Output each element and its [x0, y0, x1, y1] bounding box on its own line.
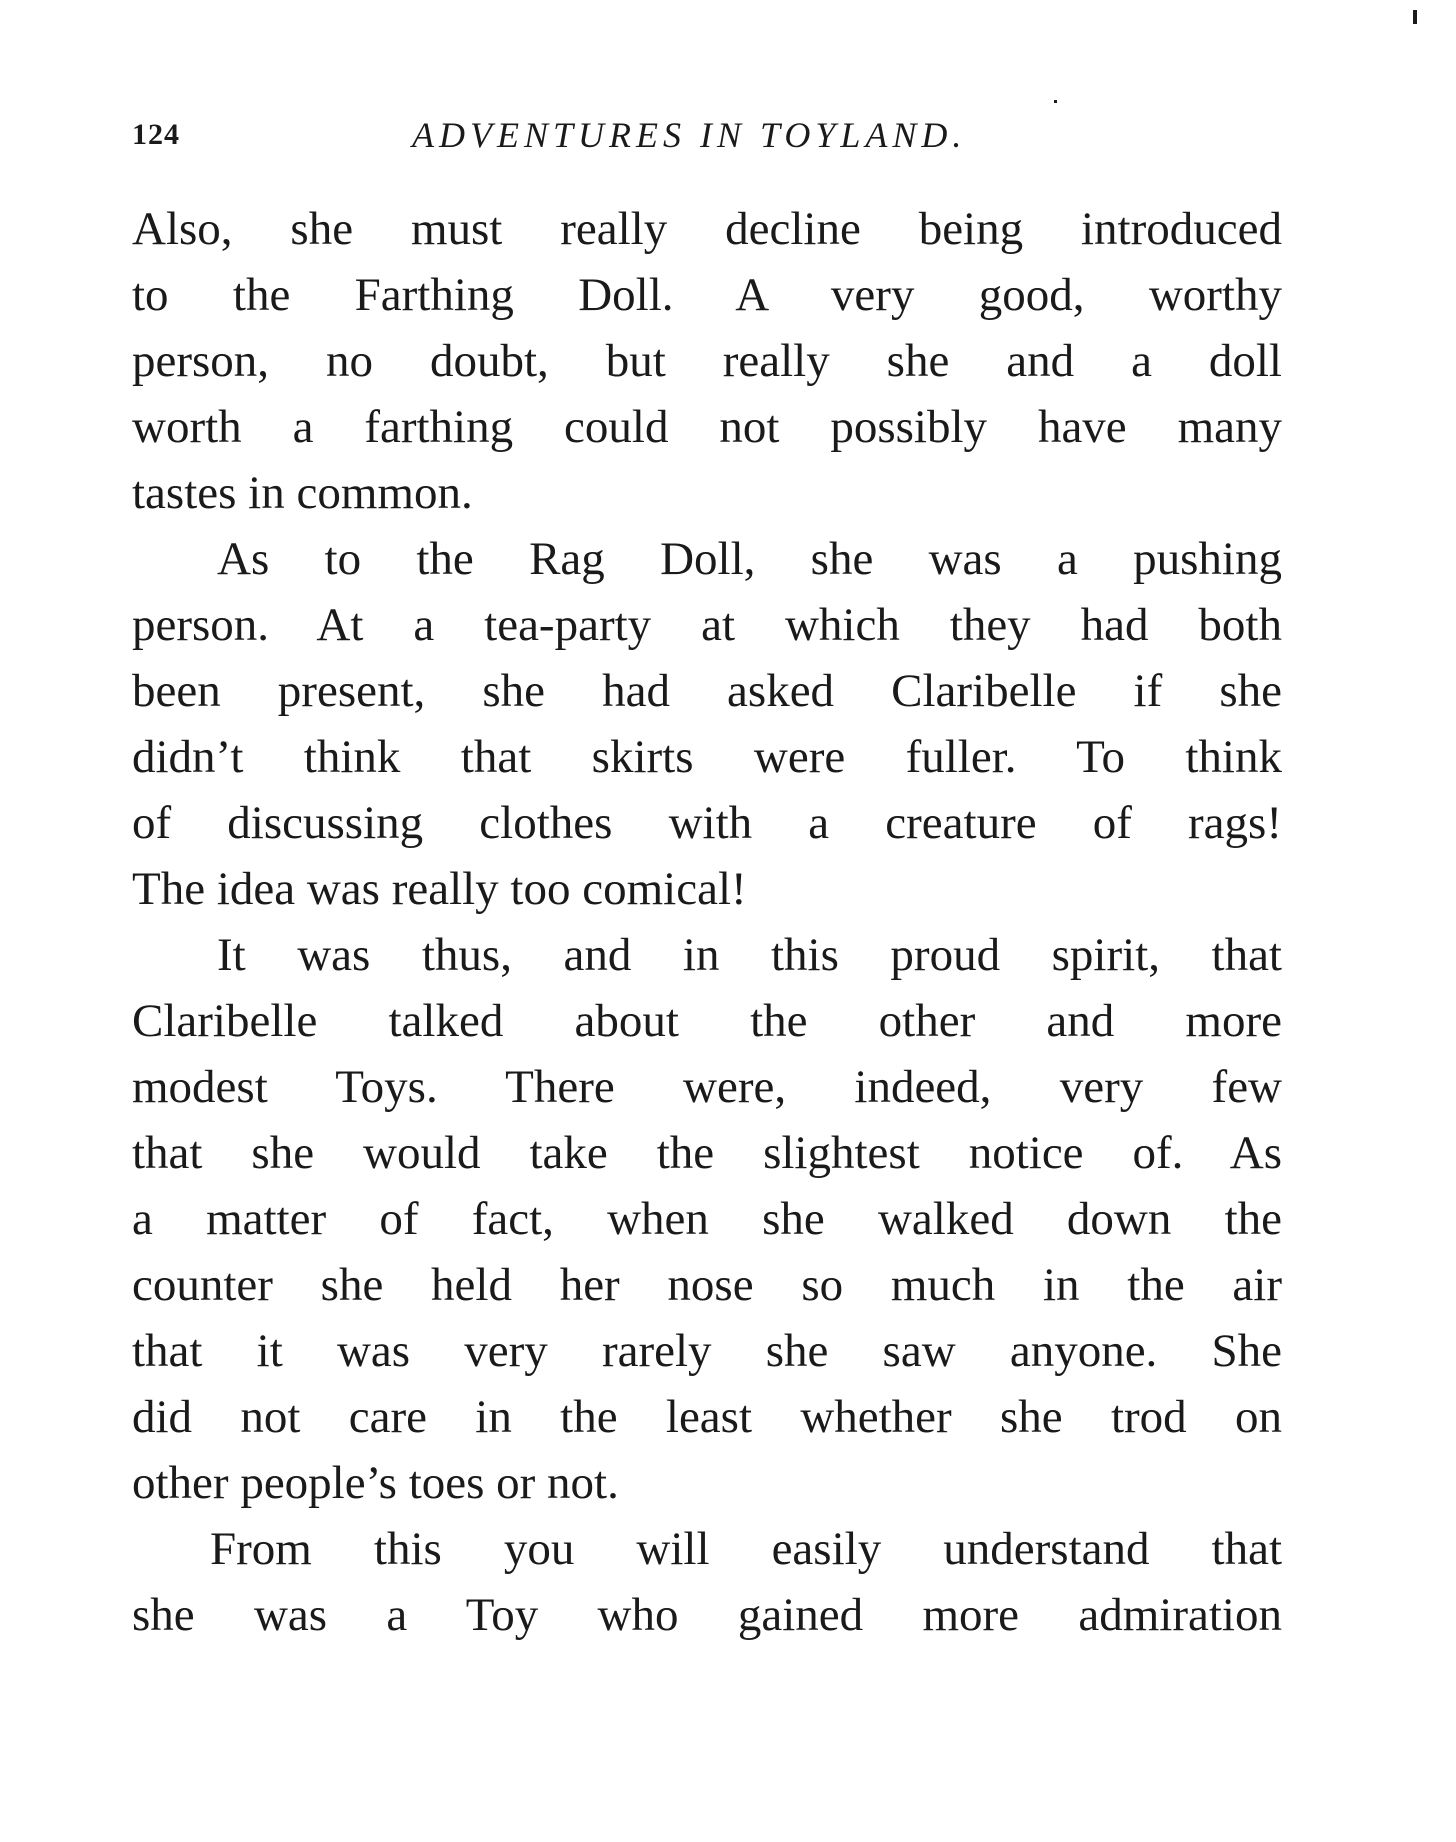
print-speck [1413, 10, 1417, 24]
text-line: that she would take the slightest notice of. As [132, 1127, 1282, 1179]
text-line: been present, she had asked Claribelle if she [132, 665, 1282, 717]
page-number: 124 [132, 118, 180, 151]
text-line: a matter of fact, when she walked down the [132, 1193, 1282, 1245]
text-line: of discussing clothes with a creature of rags! [132, 797, 1282, 849]
text-line: person. At a tea-party at which they had both [132, 599, 1282, 651]
text-line: she was a Toy who gained more admiration [132, 1589, 1282, 1641]
text-line: As to the Rag Doll, she was a pushing [217, 533, 1282, 585]
text-line: tastes in common. [132, 467, 473, 519]
body-text [132, 196, 1282, 1648]
text-line: worth a farthing could not possibly have many [132, 401, 1282, 453]
text-line: The idea was really too comical! [132, 863, 747, 915]
paragraph [132, 922, 1282, 1516]
text-line: counter she held her nose so much in the air [132, 1259, 1282, 1311]
running-title: ADVENTURES IN TOYLAND. [412, 115, 967, 155]
text-line: Claribelle talked about the other and more [132, 995, 1282, 1047]
text-line: did not care in the least whether she trod on [132, 1391, 1282, 1443]
paragraph [132, 526, 1282, 922]
text-line: that it was very rarely she saw anyone. She [132, 1325, 1282, 1377]
text-line: person, no doubt, but really she and a doll [132, 335, 1282, 387]
text-line: modest Toys. There were, indeed, very few [132, 1061, 1282, 1113]
paragraph [132, 1516, 1282, 1648]
paragraph [132, 196, 1282, 526]
text-line: didn’t think that skirts were fuller. To think [132, 731, 1282, 783]
print-speck [1054, 100, 1057, 103]
text-line: From this you will easily understand that [210, 1523, 1282, 1575]
text-line: It was thus, and in this proud spirit, that [217, 929, 1282, 981]
text-line: to the Farthing Doll. A very good, worthy [132, 269, 1282, 321]
text-line: Also, she must really decline being introduced [132, 203, 1282, 255]
text-line: other people’s toes or not. [132, 1457, 619, 1509]
running-head [132, 115, 1282, 158]
